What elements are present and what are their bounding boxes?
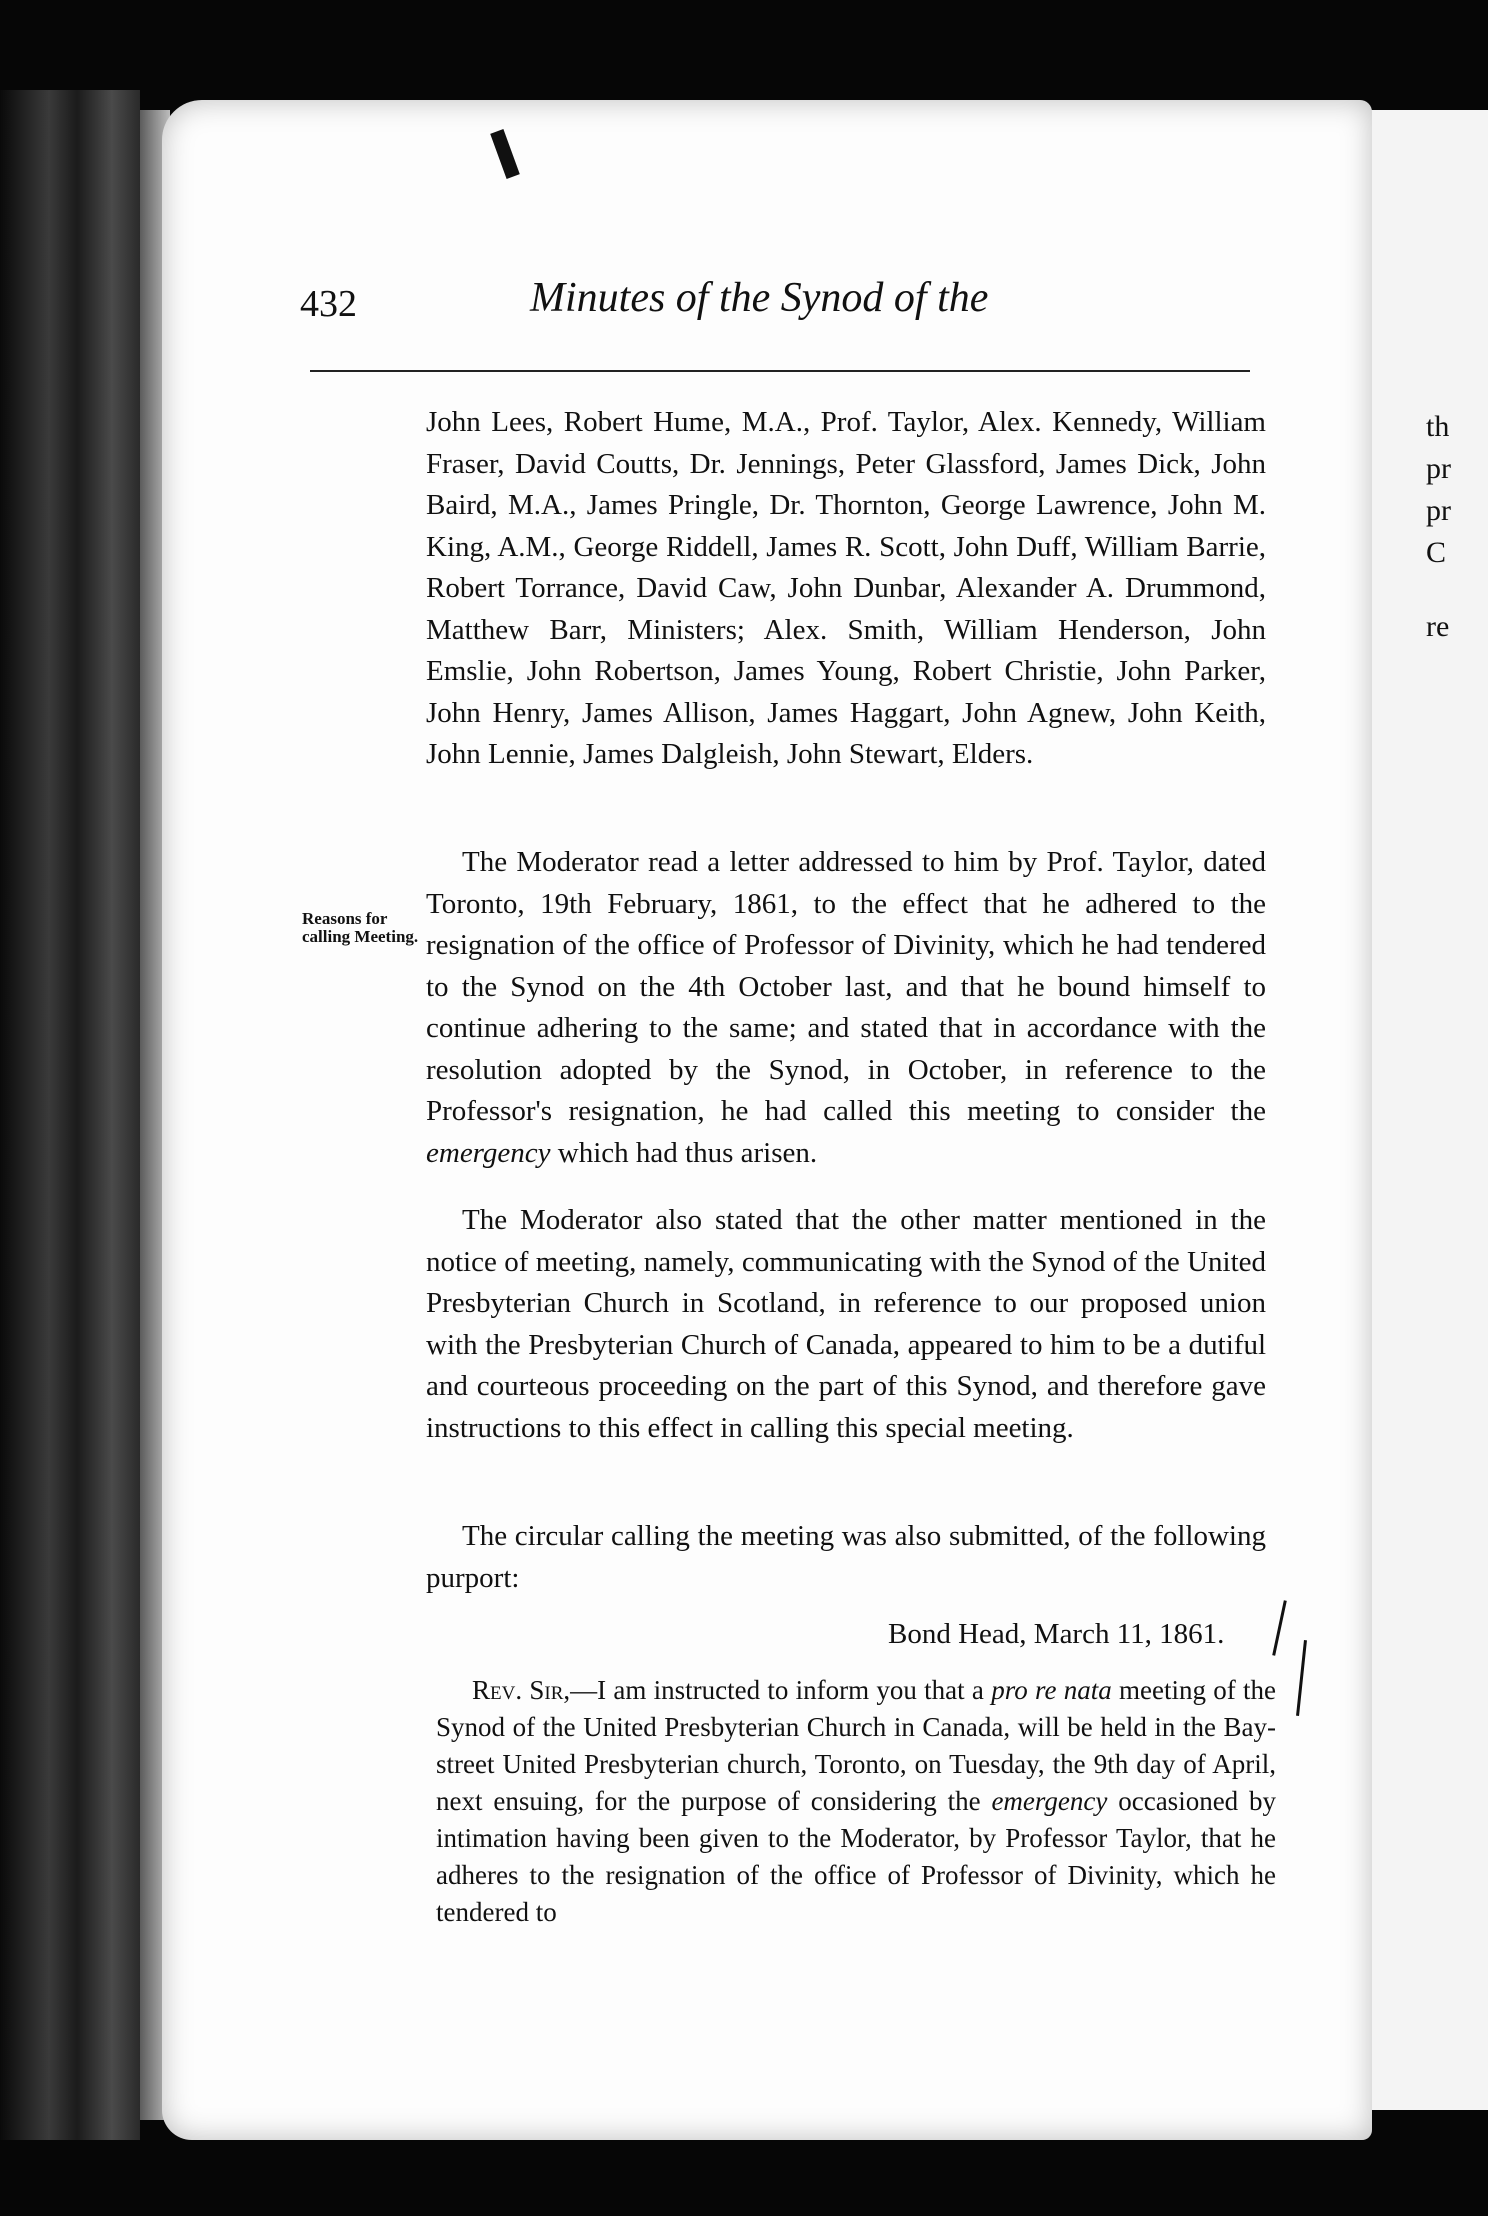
letter-text: occasioned by intimation having been given to the Moderator, by Professor Taylor, that he adheres to the resignation of the office of Professor of Divinity, which he tendered to [436,1786,1277,1927]
paragraph-moderator-letter [426,842,1266,1174]
facing-page-fragment [1360,110,1488,2110]
letter-text: —I am instructed to inform you that a [570,1675,984,1705]
letter-salutation: Rev. Sir, [472,1675,571,1705]
paragraph-circular: The circular calling the meeting was also submitted, of the following purport: [426,1520,1266,1594]
emphasis-text: emergency [991,1786,1108,1816]
paragraph-text: The Moderator read a letter addressed to him by Prof. Taylor, dated Toronto, 19th February, 1861, to the effect that he adhered to the resignation of the office of Professor of Divinity, which he had tendered to the Synod on the 4th October last, and that he bound himself to continue adhering to the same; and stated that in accordance with the resolution adopted by the Synod, in October, in reference to the Professor's resignation, he had called this meeting to consider the [426,846,1266,1127]
letter-text: meeting of the Synod of the United Presbyterian Church in Canada, will be held in the Bay-street United Presbyterian church, Toronto, on Tuesday, the 9th day of April, next ensuing, for the purpose of considering the [436,1675,1277,1816]
facing-text-1: th [1426,410,1450,443]
attendance-list: John Lees, Robert Hume, M.A., Prof. Taylor, Alex. Kennedy, William Fraser, David Coutts, Dr. Jennings, Peter Glassford, James Dick, John Baird, M.A., James Pringle, Dr. Thornton, George Lawrence, John M. King, A.M., George Riddell, James R. Scott, John Duff, William Barrie, Robert Torrance, David Caw, John Dunbar, Alexander A. Drummond, Matthew Barr, Ministers; Alex. Smith, William Henderson, John Emslie, John Robertson, James Young, Robert Christie, John Parker, John Henry, James Allison, James Haggart, John Agnew, John Keith, John Lennie, James Dalgleish, John Stewart, Elders. [426,406,1266,770]
header-rule [310,370,1250,372]
paragraph-moderator-also: The Moderator also stated that the other matter mentioned in the notice of meeting, namely, communicating with the Synod of the United Presbyterian Church in Scotland, in reference to our proposed union with the Presbyterian Church of Canada, appeared to him to be a dutiful and courteous proceeding on the part of this Synod, and therefore gave instructions to this effect in calling this special meeting. [426,1204,1266,1444]
emphasis-text: pro re nata [991,1675,1112,1705]
book-spine [0,90,140,2140]
emphasis-text: emergency [426,1136,551,1169]
facing-text-3: pr [1426,494,1451,527]
running-title: Minutes of the Synod of the [530,275,989,321]
page-number: 432 [300,283,357,325]
paragraph-text: which had thus arisen. [557,1136,818,1169]
facing-text-5: re [1426,610,1450,643]
facing-text-2: pr [1426,452,1451,485]
facing-text-4: C [1426,536,1447,569]
page-header [300,275,1270,342]
margin-note: Reasons for calling Meeting. [302,909,419,946]
letter-dateline: Bond Head, March 11, 1861. [888,1618,1225,1650]
circular-letter [436,1672,1276,1931]
